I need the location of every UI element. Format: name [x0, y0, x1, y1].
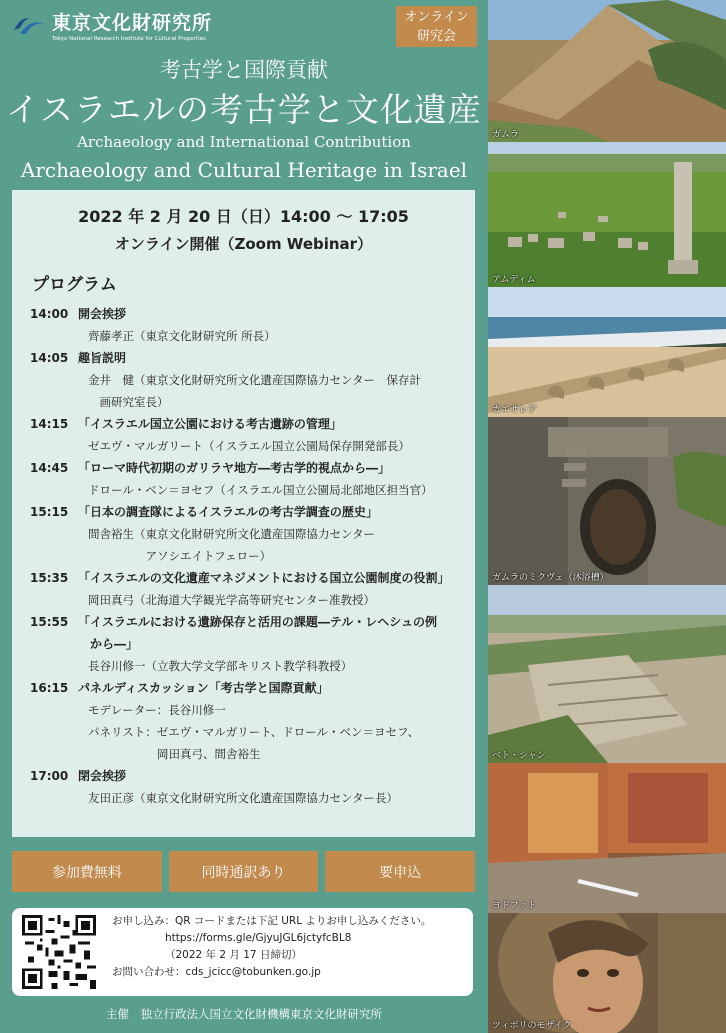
- program-time: 14:05: [30, 351, 69, 365]
- event-format: オンライン開催（Zoom Webinar）: [114, 235, 373, 253]
- subtitle-en: Archaeology and International Contribution: [77, 133, 411, 151]
- program-time: 14:15: [30, 417, 69, 431]
- program-item: [30, 765, 470, 809]
- program-item: [30, 611, 470, 677]
- badge-line1: オンライン: [404, 9, 469, 25]
- caption-beit-shean: ベト・シャン: [492, 751, 546, 761]
- program-panel: [12, 190, 475, 837]
- program-speaker: 金井 健（東京文化財研究所文化遺産国際協力センター 保存計: [88, 373, 422, 387]
- registration-text: [112, 913, 431, 981]
- program-time: 17:00: [30, 769, 69, 783]
- program-item-header: [30, 677, 470, 699]
- program-item: [30, 303, 470, 347]
- title-en: Archaeology and Cultural Heritage in Israel: [20, 158, 468, 182]
- program-speaker: 齊藤孝正（東京文化財研究所 所長）: [88, 329, 276, 343]
- program-speaker: ドロール・ベン＝ヨセフ（イスラエル国立公園局北部地区担当官）: [88, 483, 433, 497]
- program-title: 「イスラエルにおける遺跡保存と活用の課題―テル・レヘシュの例: [78, 615, 438, 629]
- program-time: 15:35: [30, 571, 69, 585]
- badge-line2: 研究会: [416, 28, 456, 44]
- program-item: [30, 413, 470, 457]
- subtitle-jp: 考古学と国際貢献: [160, 58, 328, 82]
- program-item-header: [30, 501, 470, 523]
- caption-caesarea: カエサレア: [492, 405, 537, 415]
- program-time: 15:15: [30, 505, 69, 519]
- program-title: パネルディスカッション「考古学と国際貢献」: [78, 681, 329, 695]
- photo-sepphoris: [488, 913, 726, 1033]
- pill-interpretation: 同時通訳あり: [169, 851, 319, 892]
- program-speaker: 岡田真弓（北海道大学観光学高等研究センター准教授）: [88, 593, 376, 607]
- program-time: 15:55: [30, 615, 69, 629]
- registration-box: [12, 908, 473, 996]
- program-speaker: パネリスト：ゼエヴ・マルガリート、ドロール・ベン＝ヨセフ、: [88, 725, 420, 739]
- program-time: 14:45: [30, 461, 69, 475]
- caption-mikveh: ガムラのミクヴェ（沐浴槽）: [492, 573, 609, 583]
- program-title: 閉会挨拶: [78, 769, 127, 783]
- program-speaker: ゼエヴ・マルガリート（イスラエル国立公園局保存開発部長）: [88, 439, 410, 453]
- program-item-header: [30, 413, 470, 435]
- program-item: [30, 457, 470, 501]
- program-heading: プログラム: [32, 275, 117, 295]
- program-title: 趣旨説明: [78, 351, 127, 365]
- online-badge: [396, 6, 477, 47]
- program-speaker: アソシエイトフェロー）: [88, 549, 272, 563]
- org-name-jp: 東京文化財研究所: [52, 12, 213, 34]
- program-item-header: [30, 303, 470, 325]
- qr-code-icon[interactable]: [22, 915, 96, 989]
- program-list: [30, 303, 470, 809]
- program-title: 開会挨拶: [78, 307, 127, 321]
- caption-sepphoris: ツィポリのモザイク: [492, 1021, 572, 1031]
- program-speaker: 間舎裕生（東京文化財研究所文化遺産国際協力センター: [88, 527, 376, 541]
- program-title-continued: から―」: [90, 637, 139, 651]
- program-title: 「ローマ時代初期のガリラヤ地方―考古学的視点から―」: [78, 461, 391, 475]
- program-time: 16:15: [30, 681, 69, 695]
- institute-logo-icon: [12, 12, 46, 38]
- program-speaker: 長谷川修一（立教大学文学部キリスト教学科教授）: [88, 659, 353, 673]
- program-speaker: 画研究室長）: [88, 395, 169, 409]
- photo-amudim: [488, 142, 726, 287]
- caption-gamla: ガムラ: [492, 130, 520, 140]
- program-item-header: [30, 567, 470, 589]
- program-item-header: [30, 347, 470, 369]
- event-date: 2022 年 2 月 20 日（日）14:00 〜 17:05: [78, 207, 409, 226]
- organizer-footer: 主催 独立行政法人国立文化財機構東京文化財研究所: [106, 1007, 382, 1021]
- program-item: [30, 501, 470, 567]
- org-name-en: Tokyo National Research Institute for Cultural Properties: [52, 36, 206, 42]
- photo-column: [488, 0, 726, 1033]
- program-speaker: 友田正彦（東京文化財研究所文化遺産国際協力センター長）: [88, 791, 399, 805]
- program-item-header: [30, 765, 470, 787]
- title-jp: イスラエルの考古学と文化遺産: [6, 90, 482, 129]
- deadline-text: （2022 年 2 月 17 日締切）: [165, 949, 302, 961]
- program-item: [30, 567, 470, 611]
- program-item-header: [30, 611, 470, 633]
- caption-yodfat: ヨドファト: [492, 901, 537, 911]
- program-item: [30, 677, 470, 765]
- photo-yodfat: [488, 763, 726, 913]
- program-title: 「イスラエルの文化遺産マネジメントにおける国立公園制度の役割」: [78, 571, 450, 585]
- feature-pills: [12, 851, 475, 892]
- program-item-header: [30, 457, 470, 479]
- contact-text[interactable]: お問い合わせ：cds_jcicc@tobunken.go.jp: [112, 966, 321, 978]
- apply-text: お申し込み：QR コードまたは下記 URL よりお申し込みください。: [112, 915, 432, 927]
- photo-mikveh: [488, 417, 726, 585]
- program-speaker: 岡田真弓、間舎裕生: [88, 747, 261, 761]
- program-title: 「日本の調査隊によるイスラエルの考古学調査の歴史」: [78, 505, 378, 519]
- program-speaker: モデレーター：長谷川修一: [88, 703, 226, 717]
- pill-registration: 要申込: [325, 851, 475, 892]
- photo-caesarea: [488, 287, 726, 417]
- program-title: 「イスラエル国立公園における考古遺跡の管理」: [78, 417, 342, 431]
- caption-amudim: アムディム: [492, 275, 536, 285]
- photo-beit-shean: [488, 585, 726, 763]
- photo-gamla: [488, 0, 726, 142]
- program-time: 14:00: [30, 307, 69, 321]
- pill-free: 参加費無料: [12, 851, 162, 892]
- program-item: [30, 347, 470, 413]
- logo: [12, 8, 212, 42]
- registration-url[interactable]: https://forms.gle/GjyuJGL6jctyfcBL8: [165, 932, 352, 944]
